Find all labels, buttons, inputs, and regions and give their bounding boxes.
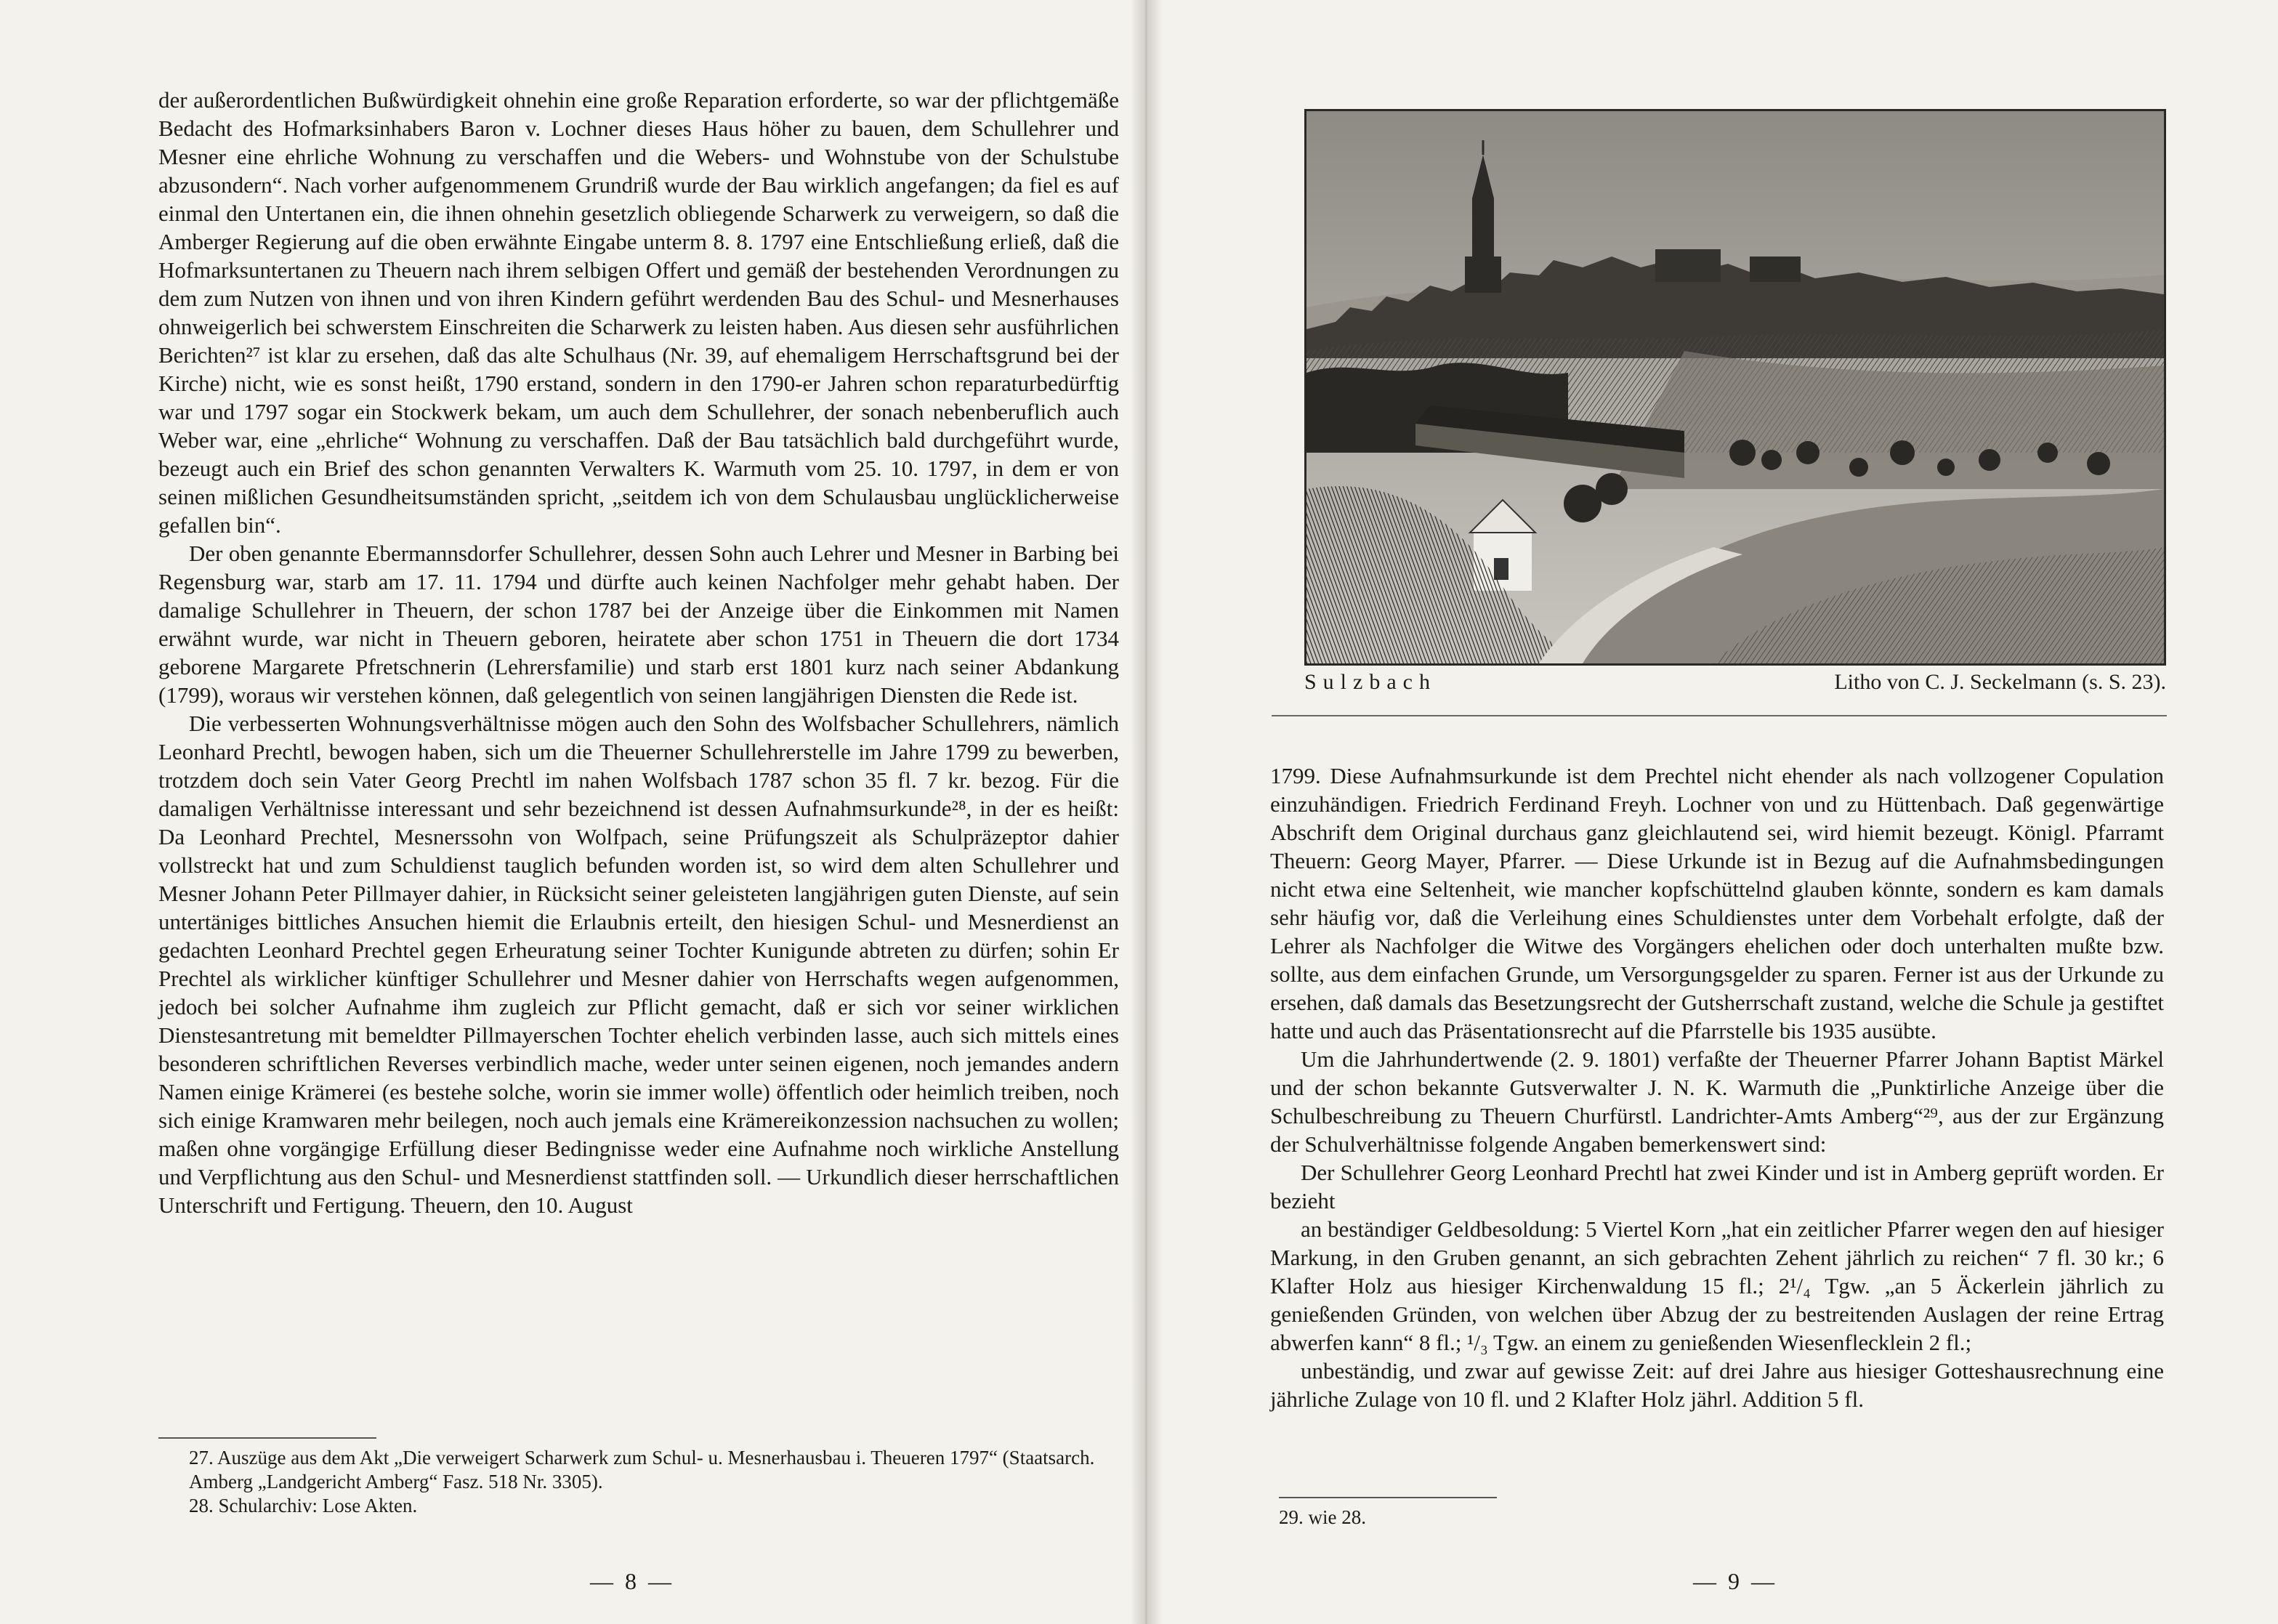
left-footnotes <box>158 1446 1119 1518</box>
paragraph: 1799. Diese Aufnahmsurkunde ist dem Prechtel nicht ehender als nach vollzogener Copulation einzuhändigen. Friedrich Ferdinand Freyh. Lochner von und zu Hüttenbach. Daß gegenwärtige Abschrift dem Original durchaus ganz gleichlautend sei, wird hiemit bezeugt. Königl. Pfarramt Theuern: Georg Mayer, Pfarrer. — Diese Urkunde ist in Bezug auf die Aufnahmsbedingungen nicht etwa eine Seltenheit, wie mancher kopfschüttelnd glauben könnte, sondern es kam damals sehr häufig vor, daß die Verleihung eines Schuldienstes unter dem Vorbehalt erfolgte, daß der Lehrer als Nachfolger die Witwe des Vorgängers ehelichen oder doch unterhalten mußte bzw. sollte, aus dem einfachen Grunde, um Versorgungsgelder zu sparen. Ferner ist aus der Urkunde zu ersehen, daß damals das Besetzungsrecht der Gutsherrschaft zustand, welche die Schule ja gestiftet hatte und auch das Präsentationsrecht auf die Pfarrstelle bis 1935 ausübte. <box>1270 763 2164 1043</box>
right-footnotes <box>1279 1506 2164 1530</box>
figure-caption <box>1304 670 2166 702</box>
page-number: — 8 — <box>590 1568 674 1594</box>
caption-credit: Litho von C. J. Seckelmann (s. S. 23). <box>1834 670 2166 694</box>
paragraph: unbeständig, und zwar auf gewisse Zeit: auf drei Jahre aus hiesiger Gotteshausrechnung eine jährliche Zulage von 10 fl. und 2 Klafter Holz jährl. Addition 5 fl. <box>1270 1358 2164 1412</box>
right-body-text <box>1270 761 2164 1413</box>
footnote: 29. wie 28. <box>1279 1506 1366 1528</box>
page-number: — 9 — <box>1693 1568 1777 1594</box>
book-gutter <box>1130 0 1163 1624</box>
lithograph-illustration <box>1306 111 2164 663</box>
footnote: 27. Auszüge aus dem Akt „Die verweigert Scharwerk zum Schul- u. Mesnerhausbau i. Theueren 1797“ (Staatsarch. Amberg „Landgericht Amberg“ Fasz. 518 Nr. 3305). <box>189 1447 1095 1492</box>
footnote-rule <box>1279 1497 1497 1498</box>
caption-rule <box>1272 715 2167 716</box>
paragraph: an beständiger Geldbesoldung: 5 Viertel Korn „hat ein zeitlicher Pfarrer wegen den auf hiesiger Markung, in den Gruben genannt, an sich gebrachten Zehent jährlich zu reichen“ 7 fl. 30 kr.; 6 Klafter Holz aus hiesiger Kirchenwaldung 15 fl.; 2¹/₄ Tgw. „an 5 Äckerlein jährlich zu genießenden Gründen, von welchen über Abzug der zu bestreitenden Auslagen der reine Ertrag abwerfen kann“ 8 fl.; ¹/₃ Tgw. an einem zu genießenden Wiesenflecklein 2 fl.; <box>1270 1216 2164 1355</box>
paragraph: Der oben genannte Ebermannsdorfer Schullehrer, dessen Sohn auch Lehrer und Mesner in Barbing bei Regensburg war, starb am 17. 11. 1794 und dürfte auch keinen Nachfolger mehr gehabt haben. Der damalige Schullehrer in Theuern, der schon 1787 bei der Anzeige über die Einkommen mit Namen erwähnt wurde, war nicht in Theuern geboren, heiratete aber schon 1751 in Theuern die dort 1734 geborene Margarete Pfretschnerin (Lehrersfamilie) und starb erst 1801 kurz nach seiner Abdankung (1799), woraus wir verstehen können, daß gelegentlich von seinen langjährigen Diensten die Rede ist. <box>158 541 1119 708</box>
paragraph: Die verbesserten Wohnungsverhältnisse mögen auch den Sohn des Wolfsbacher Schullehrers, nämlich Leonhard Prechtl, bewogen haben, sich um die Theuerner Schullehrerstelle im Jahre 1799 zu bewerben, trotzdem doch sein Vater Georg Prechtl im nahen Wolfsbach 1787 schon 35 fl. 7 kr. bezog. Für die damaligen Verhältnisse interessant und sehr bezeichnend ist dessen Aufnahmsurkunde²⁸, in der es heißt: Da Leonhard Prechtel, Mesnerssohn von Wolfpach, seine Prüfungszeit als Schulpräzeptor dahier vollstreckt hat und zum Schuldienst tauglich befunden worden ist, so wird dem alten Schullehrer und Mesner Johann Peter Pillmayer dahier, in Rücksicht seiner geleisteten langjährigen guten Dienste, auf sein untertäniges bittliches Ansuchen hiemit die Erlaubnis erteilt, den hiesigen Schul- und Mesnerdienst an gedachten Leonhard Prechtel gegen Erheuratung seiner Tochter Kunigunde abtreten zu dürfen; sohin Er Prechtel als wirklicher künftiger Schullehrer und Mesner dahier von Herrschafts wegen aufgenommen, jedoch bei solcher Aufnahme ihm zugleich zur Pflicht gemacht, daß er sich vor seiner wirklichen Dienstesantretung mit bemeldter Pillmayerschen Tochter ehelich verbinden lasse, auch sich mittels eines besonderen schriftlichen Reverses verbindlich mache, weder unter seinen eigenen, noch jemandes andern Namen einige Krämerei (es bestehe solche, worin sie immer wolle) öffentlich oder heimlich treiben, noch sich einige Kramwaren mehr beilegen, noch auch jemals eine Krämereikonzession nachsuchen zu wollen; maßen ohne vorgängige Erfüllung dieser Bedingnisse weder eine Aufnahme noch wirkliche Anstellung und Verpflichtung aus den Schul- und Mesnerdienst stattfinden soll. — Urkundlich dieser herrschaftlichen Unterschrift und Fertigung. Theuern, den 10. August <box>158 711 1119 1218</box>
caption-place: Sulzbach <box>1304 670 1437 694</box>
footnote: 28. Schularchiv: Lose Akten. <box>189 1495 418 1516</box>
paragraph: Um die Jahrhundertwende (2. 9. 1801) verfaßte der Theuerner Pfarrer Johann Baptist Märkel und der schon bekannte Gutsverwalter J. N. K. Warmuth die „Punktirliche Anzeige über die Schulbeschreibung zu Theuern Churfürstl. Landrichter-Amts Amberg“²⁹, aus der zur Ergänzung der Schulverhältnisse folgende Angaben bemerkenswert sind: <box>1270 1046 2164 1157</box>
left-body-text <box>158 86 1119 1219</box>
paragraph: Der Schullehrer Georg Leonhard Prechtl hat zwei Kinder und ist in Amberg geprüft worden. Er bezieht <box>1270 1160 2164 1213</box>
footnote-rule <box>158 1437 376 1439</box>
sulzbach-lithograph <box>1304 109 2166 666</box>
paragraph: der außerordentlichen Bußwürdigkeit ohnehin eine große Reparation erforderte, so war der pflichtgemäße Bedacht des Hofmarksinhabers Baron v. Lochner dieses Haus höher zu bauen, dem Schullehrer und Mesner eine ehrliche Wohnung zu verschaffen und die Webers- und Wohnstube von der Schulstube abzusondern“. Nach vorher aufgenommenem Grundriß wurde der Bau wirklich angefangen; da fiel es auf einmal den Untertanen ein, die ihnen ohnehin gesetzlich obliegende Scharwerk zu verweigern, so daß die Amberger Regierung auf die oben erwähnte Eingabe unterm 8. 8. 1797 eine Entschließung erließ, daß die Hofmarksuntertanen zu Theuern nach ihrem selbigen Offert und gemäß der bestehenden Verordnungen zu dem zum Nutzen von ihnen und von ihren Kindern geführt werdenden Bau des Schul- und Mesnerhauses ohnweigerlich bei schwerstem Einschreiten die Scharwerk zu leisten haben. Aus diesen sehr ausführlichen Berichten²⁷ ist klar zu ersehen, daß das alte Schulhaus (Nr. 39, auf ehemaligem Herrschaftsgrund bei der Kirche) nicht, wie es sonst heißt, 1790 erstand, sondern in den 1790-er Jahren schon reparaturbedürftig war und 1797 sogar ein Stockwerk bekam, um auch dem Schullehrer, der sonach nebenberuflich auch Weber war, eine „ehrliche“ Wohnung zu verschaffen. Daß der Bau tatsächlich bald durchgeführt wurde, bezeugt auch ein Brief des schon genannten Verwalters K. Warmuth vom 25. 10. 1797, in dem er von seinen mißlichen Gesundheitsumständen spricht, „seitdem ich von dem Schulausbau unglücklicherweise gefallen bin“. <box>158 87 1119 538</box>
